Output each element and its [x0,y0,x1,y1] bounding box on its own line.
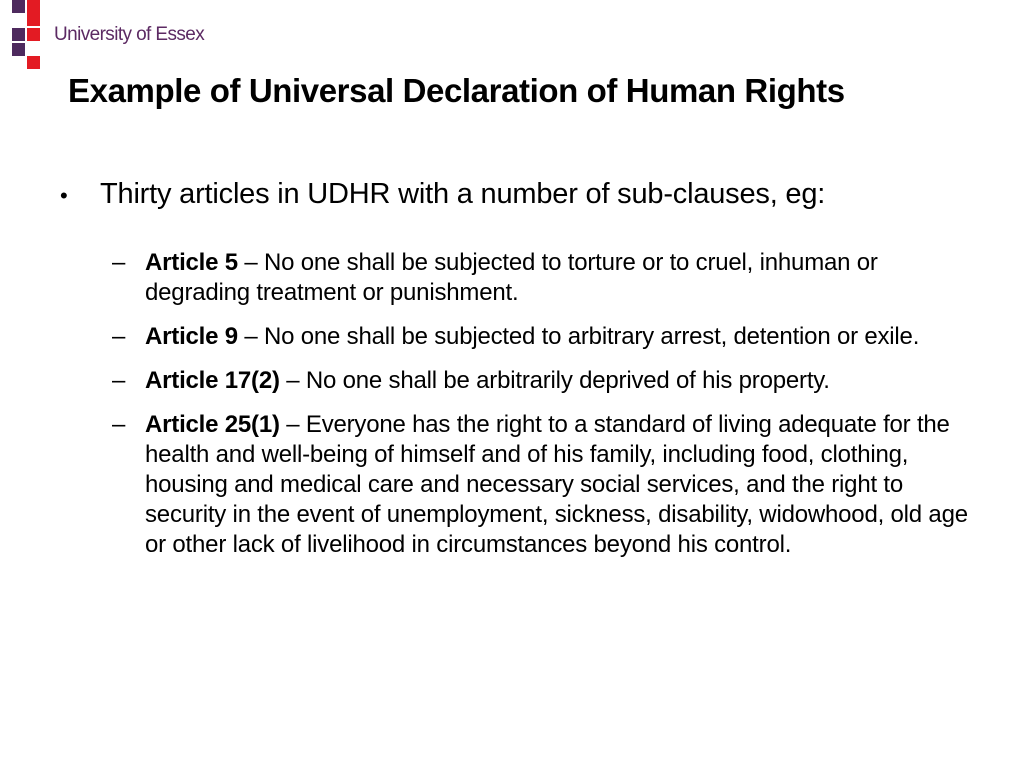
article-label: Article 9 [145,323,238,350]
article-label: Article 17(2) [145,367,280,394]
article-text: – No one shall be arbitrarily deprived of his property. [279,367,830,394]
article-item [112,410,972,560]
article-item [112,366,972,396]
article-body [145,248,972,308]
article-text: – Everyone has the right to a standard of living adequate for the health and well-being of himself and of his family, including food, clothing, housing and medical care and necessary social services, and the right to security in the event of unemployment, sickness, disability, widowhood, old age or other lack of livelihood in circumstances beyond his control. [145,411,968,558]
logo-square-purple [12,0,25,13]
article-body [145,322,972,352]
slide-title: Example of Universal Declaration of Human Rights [68,72,845,109]
dash-marker: – [112,249,126,276]
article-item [112,248,972,308]
article-text: – No one shall be subjected to arbitrary arrest, detention or exile. [237,323,920,350]
dash-marker: – [112,323,126,350]
logo-text: University of Essex [54,24,205,45]
dash-marker: – [112,367,126,394]
logo-square-red [27,13,40,26]
article-label: Article 25(1) [145,411,280,438]
bullet-marker: • [60,183,68,208]
logo-square-purple [12,28,25,41]
article-body [145,410,972,560]
article-item [112,322,972,352]
logo-square-red [27,56,40,69]
articles-list [112,248,972,574]
bullet-text: Thirty articles in UDHR with a number of sub-clauses, eg: [100,178,826,210]
logo-square-red [27,28,40,41]
university-logo [0,0,240,72]
logo-square-red [27,0,40,13]
logo-squares-icon [12,0,42,72]
bullet-item [60,178,960,211]
logo-square-purple [12,43,25,56]
article-label: Article 5 [145,249,238,276]
article-text: – No one shall be subjected to torture or to cruel, inhuman or degrading treatment or punishment. [145,249,878,306]
article-body [145,366,972,396]
dash-marker: – [112,411,126,438]
